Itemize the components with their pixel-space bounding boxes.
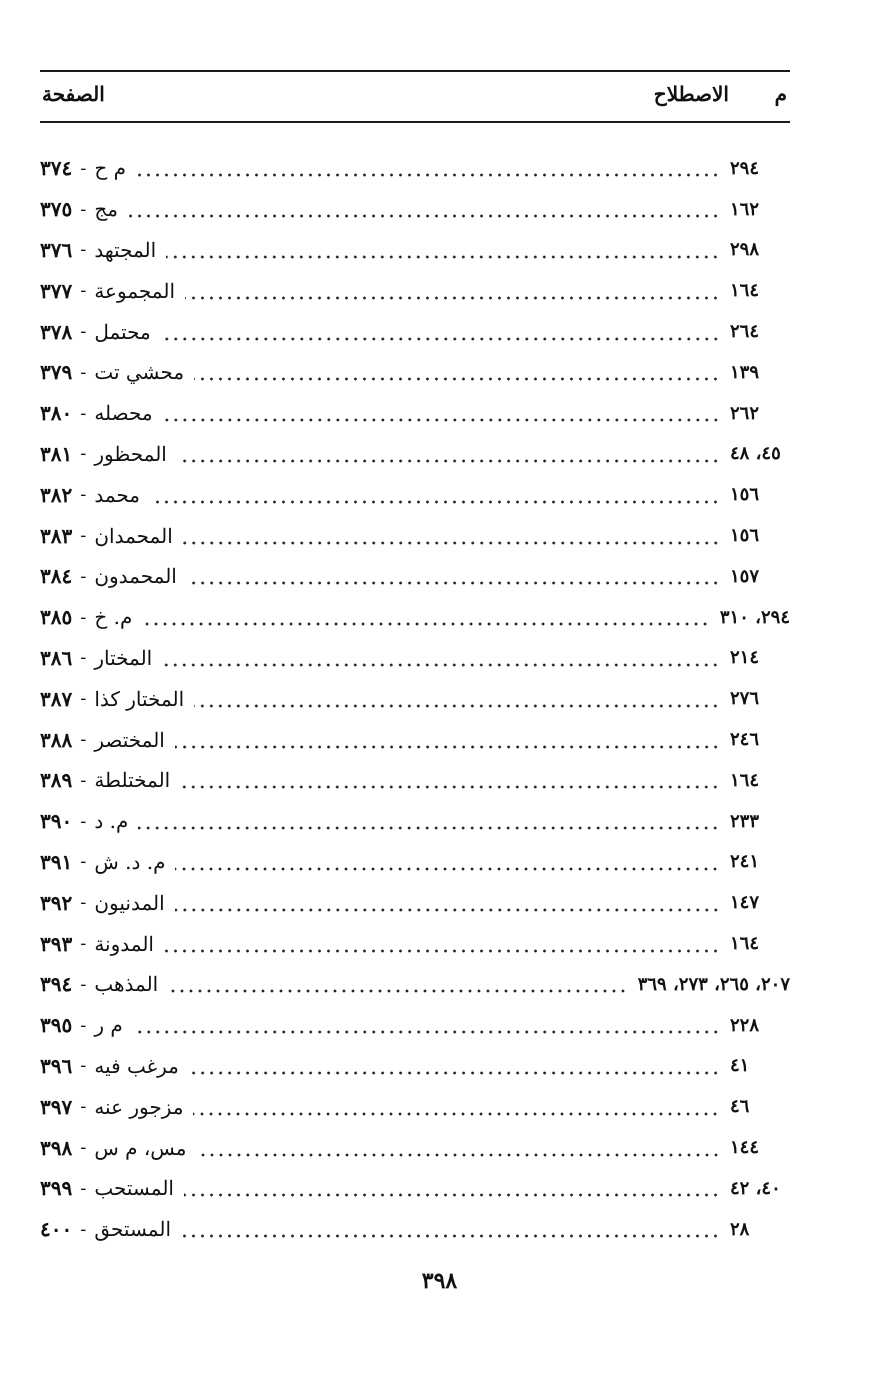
index-entry	[40, 515, 790, 556]
index-entries-list	[40, 148, 790, 1250]
entry-term: المختلطة	[94, 768, 171, 793]
entry-number: ٣٧٤	[40, 156, 73, 181]
entry-number: ٣٨٩	[40, 768, 73, 793]
entry-dash: -	[80, 1096, 87, 1118]
entry-number: ٣٨٣	[40, 523, 73, 548]
dot-leader	[175, 730, 720, 750]
entry-number: ٣٨١	[40, 441, 73, 466]
entry-pages: ١٦٤	[730, 280, 760, 302]
dot-leader	[189, 1056, 720, 1076]
entry-number: ٣٩٠	[40, 809, 73, 834]
dot-leader	[187, 566, 720, 586]
entry-pages: ٢٦٢	[730, 402, 760, 424]
entry-term: المحمدان	[94, 523, 173, 548]
entry-number: ٣٩٣	[40, 931, 73, 956]
header-term-label: الاصطلاح	[653, 82, 729, 106]
entry-dash: -	[80, 361, 87, 383]
dot-leader	[128, 199, 720, 219]
index-entry	[40, 1168, 790, 1209]
index-entry	[40, 801, 790, 842]
page-number: ٣٩٨	[421, 1268, 458, 1294]
entry-dash: -	[80, 443, 87, 465]
entry-pages: ١٦٤	[730, 933, 760, 955]
entry-number: ٣٨٨	[40, 727, 73, 752]
entry-number: ٣٧٩	[40, 360, 73, 385]
dot-leader	[177, 444, 720, 464]
header-page-label: الصفحة	[42, 82, 105, 106]
entry-term: المختار كذا	[94, 686, 185, 711]
entry-number: ٣٨٧	[40, 686, 73, 711]
index-entry	[40, 760, 790, 801]
dot-leader	[180, 770, 720, 790]
index-entry	[40, 148, 790, 189]
entry-pages: ٢٦٤	[730, 321, 760, 343]
entry-pages: ٤١	[730, 1055, 750, 1077]
dot-leader	[194, 362, 720, 382]
index-entry	[40, 1005, 790, 1046]
dot-leader	[175, 852, 720, 872]
entry-dash: -	[80, 729, 87, 751]
dot-leader	[184, 1178, 720, 1198]
entry-dash: -	[80, 892, 87, 914]
dot-leader	[183, 526, 720, 546]
entry-dash: -	[80, 402, 87, 424]
header-number-label: م	[774, 82, 787, 106]
entry-dash: -	[80, 280, 87, 302]
entry-pages: ٢٩٤	[730, 157, 760, 179]
entry-term: المجتهد	[94, 237, 157, 262]
entry-term: المستحق	[94, 1217, 172, 1242]
entry-term: المذهب	[94, 972, 159, 997]
dot-leader	[136, 158, 720, 178]
entry-pages: ٤٠، ٤٢	[730, 1177, 781, 1199]
entry-number: ٣٧٧	[40, 278, 73, 303]
entry-term: المحظور	[94, 441, 167, 466]
entry-pages: ٢١٤	[730, 647, 760, 669]
dot-leader	[194, 689, 720, 709]
entry-pages: ٢٢٨	[730, 1014, 760, 1036]
entry-number: ٣٩٧	[40, 1094, 73, 1119]
entry-term: م. د. ش	[94, 849, 166, 874]
entry-number: ٣٨٢	[40, 482, 73, 507]
entry-dash: -	[80, 484, 87, 506]
entry-term: المستحب	[94, 1176, 174, 1201]
entry-dash: -	[80, 565, 87, 587]
index-entry	[40, 882, 790, 923]
entry-dash: -	[80, 688, 87, 710]
entry-pages: ١٥٧	[730, 565, 760, 587]
dot-leader	[168, 974, 627, 994]
entry-pages: ١٤٧	[730, 892, 760, 914]
entry-term: م. خ	[94, 605, 133, 630]
index-entry	[40, 923, 790, 964]
entry-number: ٣٧٥	[40, 197, 73, 222]
index-entry	[40, 1046, 790, 1087]
index-entry	[40, 719, 790, 760]
entry-term: محمد	[94, 482, 141, 507]
entry-term: محشي تت	[94, 360, 185, 385]
dot-leader	[163, 403, 720, 423]
entry-pages: ٢٤٦	[730, 729, 760, 751]
entry-pages: ١٤٤	[730, 1137, 760, 1159]
entry-term: محتمل	[94, 319, 151, 344]
entry-dash: -	[80, 1055, 87, 1077]
dot-leader	[138, 811, 720, 831]
index-entry	[40, 189, 790, 230]
index-entry	[40, 638, 790, 679]
entry-pages: ٢٩٤، ٣١٠	[719, 606, 790, 628]
header-bottom-rule	[40, 121, 790, 123]
index-entry	[40, 1209, 790, 1250]
entry-pages: ٤٥، ٤٨	[730, 443, 781, 465]
dot-leader	[181, 1219, 720, 1239]
entry-term: المختار	[94, 645, 153, 670]
entry-number: ٣٩١	[40, 849, 73, 874]
index-entry	[40, 842, 790, 883]
entry-term: مج	[94, 197, 118, 222]
index-entry	[40, 678, 790, 719]
entry-pages: ٢٠٧، ٢٦٥، ٢٧٣، ٣٦٩	[637, 973, 790, 995]
entry-number: ٣٩٤	[40, 972, 73, 997]
entry-dash: -	[80, 933, 87, 955]
entry-term: المختصر	[94, 727, 165, 752]
dot-leader	[161, 322, 720, 342]
entry-number: ٣٩٢	[40, 890, 73, 915]
entry-dash: -	[80, 239, 87, 261]
entry-pages: ٢٧٦	[730, 688, 760, 710]
dot-leader	[175, 893, 720, 913]
entry-dash: -	[80, 810, 87, 832]
dot-leader	[142, 607, 710, 627]
entry-term: مس، م س	[94, 1135, 187, 1160]
entry-dash: -	[80, 1137, 87, 1159]
entry-number: ٣٩٨	[40, 1135, 73, 1160]
entry-pages: ١٦٢	[730, 198, 760, 220]
entry-pages: ٢٤١	[730, 851, 760, 873]
entry-term: المجموعة	[94, 278, 176, 303]
entry-pages: ٤٦	[730, 1096, 750, 1118]
header-top-rule	[40, 70, 790, 72]
index-entry	[40, 311, 790, 352]
entry-number: ٣٧٨	[40, 319, 73, 344]
entry-dash: -	[80, 1218, 87, 1240]
entry-pages: ٢٨	[730, 1218, 750, 1240]
entry-dash: -	[80, 198, 87, 220]
index-entry	[40, 556, 790, 597]
entry-dash: -	[80, 157, 87, 179]
index-entry	[40, 1086, 790, 1127]
dot-leader	[197, 1138, 720, 1158]
entry-number: ٣٩٥	[40, 1013, 73, 1038]
index-entry	[40, 230, 790, 271]
entry-dash: -	[80, 647, 87, 669]
entry-dash: -	[80, 1014, 87, 1036]
entry-number: ٣٨٤	[40, 564, 73, 589]
index-entry	[40, 474, 790, 515]
entry-term: م ح	[94, 156, 126, 181]
index-entry	[40, 597, 790, 638]
index-entry	[40, 434, 790, 475]
index-entry	[40, 1127, 790, 1168]
entry-number: ٣٩٦	[40, 1053, 73, 1078]
entry-pages: ١٣٩	[730, 361, 760, 383]
entry-dash: -	[80, 851, 87, 873]
entry-pages: ٢٩٨	[730, 239, 760, 261]
entry-number: ٣٨٦	[40, 645, 73, 670]
index-entry	[40, 964, 790, 1005]
index-entry	[40, 352, 790, 393]
entry-number: ٣٨٠	[40, 401, 73, 426]
dot-leader	[133, 1015, 720, 1035]
entry-term: المحمدون	[94, 564, 177, 589]
entry-number: ٤٠٠	[40, 1217, 73, 1242]
dot-leader	[185, 281, 720, 301]
entry-number: ٣٧٦	[40, 237, 73, 262]
entry-dash: -	[80, 525, 87, 547]
entry-term: م ر	[94, 1013, 123, 1038]
entry-dash: -	[80, 769, 87, 791]
entry-dash: -	[80, 606, 87, 628]
entry-pages: ١٥٦	[730, 484, 760, 506]
entry-pages: ٢٣٣	[730, 810, 760, 832]
index-entry	[40, 393, 790, 434]
entry-pages: ١٦٤	[730, 769, 760, 791]
entry-number: ٣٩٩	[40, 1176, 73, 1201]
entry-number: ٣٨٥	[40, 605, 73, 630]
entry-dash: -	[80, 321, 87, 343]
dot-leader	[193, 1097, 720, 1117]
entry-term: محصله	[94, 401, 153, 426]
entry-term: م. د	[94, 809, 129, 834]
dot-leader	[164, 934, 720, 954]
entry-term: مزجور عنه	[94, 1094, 184, 1119]
dot-leader	[162, 648, 720, 668]
dot-leader	[166, 240, 720, 260]
dot-leader	[150, 485, 720, 505]
entry-term: المدونة	[94, 931, 154, 956]
index-entry	[40, 270, 790, 311]
entry-term: مرغب فيه	[94, 1053, 179, 1078]
entry-pages: ١٥٦	[730, 525, 760, 547]
entry-term: المدنيون	[94, 890, 165, 915]
entry-dash: -	[80, 1177, 87, 1199]
entry-dash: -	[80, 973, 87, 995]
